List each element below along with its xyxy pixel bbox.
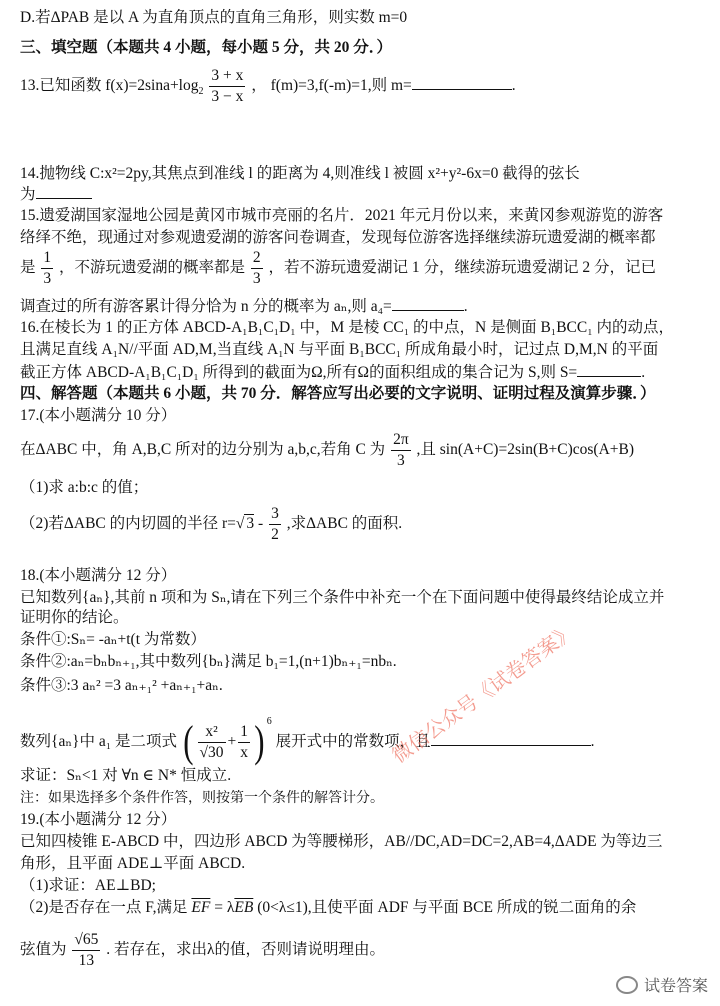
question-16-line1: 16.在棱长为 1 的正方体 ABCD-A₁B₁C₁D₁ 中，M 是棱 CC₁ 的中点，N 是侧面 B₁BCC₁ 内的动点， bbox=[20, 319, 674, 336]
question-19-part3 bbox=[20, 930, 385, 971]
question-18-condition3: 条件③:3 aₙ² =3 aₙ₊₁² +aₙ₊₁+aₙ. bbox=[20, 677, 223, 694]
section-4-title: 四、解答题（本题共 6 小题，共 70 分．解答应写出必要的文字说明、证明过程及演算步骤．） bbox=[20, 385, 656, 402]
question-16-line2: 且满足直线 A₁N//平面 AD,M,当直线 A₁N 与平面 B₁BCC₁ 所成角最小时，记过点 D,M,N 的平面 bbox=[20, 341, 659, 358]
q15-fraction-1 bbox=[41, 248, 53, 289]
q17-numerator: 2π bbox=[391, 430, 411, 451]
q17-part2-text-b: ,求ΔABC 的面积. bbox=[286, 515, 403, 533]
q13-answer-blank[interactable] bbox=[412, 75, 512, 90]
q13-suffix: ， f(m)=3,f(-m)=1,则 m= bbox=[251, 77, 412, 95]
q17-part2-fraction bbox=[269, 504, 281, 545]
q17-part2-numerator: 3 bbox=[269, 504, 281, 525]
question-15-line3 bbox=[20, 248, 656, 289]
question-15-line1: 15.遗爱湖国家湿地公园是黄冈市城市亮丽的名片．2021 年元月份以来，来黄冈参观游览的游客 bbox=[20, 207, 664, 224]
q17-text-a: 在ΔABC 中，角 A,B,C 所对的边分别为 a,b,c,若角 C 为 bbox=[20, 441, 386, 459]
question-15-line4: 调查过的所有游客累计得分恰为 n 分的概率为 aₙ,则 a₄= . bbox=[20, 298, 468, 315]
question-13: 13.已知函数 $f(x)=2\sin a+\log_2$ $\frac{3 + x}{3 - x}$ ， f(m)=3,f(-m)=1,则 m= . bbox=[20, 67, 516, 105]
question-14-line2 bbox=[20, 184, 92, 205]
logo-text: 试卷答案 bbox=[643, 976, 708, 995]
q18-binomial-fraction2 bbox=[238, 722, 250, 763]
q18-seq-text-a: 数列{aₙ}中 a₁ 是二项式 bbox=[20, 733, 177, 750]
question-19-line1: 已知四棱锥 E-ABCD 中，四边形 ABCD 为等腰梯形，AB//DC,AD=DC=2,AB=4,ΔADE 为等边三 bbox=[20, 833, 663, 850]
q15-line4-text: 调查过的所有游客累计得分恰为 n 分的概率为 aₙ,则 a₄= bbox=[20, 298, 392, 315]
question-17-part2: （2)若ΔABC 的内切圆的半径 r=√ 3 - $\frac{3}{2}$ ,求ΔABC 的面积. bbox=[20, 505, 403, 543]
question-18-condition1: 条件①:Sₙ= -aₙ+t(t 为常数） bbox=[20, 631, 206, 648]
wechat-icon bbox=[616, 976, 638, 994]
q17-part2-text-a: （2)若ΔABC 的内切圆的半径 r= bbox=[20, 515, 236, 533]
question-19-part2 bbox=[20, 898, 636, 918]
q19-part2-text-a: （2)是否存在一点 F,满足 bbox=[20, 899, 192, 916]
question-17-head: 17.(本小题满分 10 分） bbox=[20, 407, 177, 424]
q18-binomial-fraction1 bbox=[198, 722, 226, 763]
question-15-line2: 络绎不绝，现通过对参观遗爱湖的游客问卷调查，发现每位游客选择继续游玩遗爱湖的概率都 bbox=[20, 229, 656, 246]
q18-binomial-num1: x² bbox=[198, 722, 226, 743]
q19-part2-text-b: (0<λ≤1),且使平面 ADF 与平面 BCE 所成的锐二面角的余 bbox=[253, 899, 637, 916]
q15-answer-blank[interactable] bbox=[392, 296, 464, 311]
q18-binomial-num2: 1 bbox=[238, 722, 250, 743]
q19-fraction bbox=[72, 930, 100, 971]
question-19-part1: （1)求证：AE⊥BD; bbox=[20, 877, 156, 894]
q15-f1-numerator: 1 bbox=[41, 248, 53, 269]
question-16-line3: 截正方体 ABCD-A₁B₁C₁D₁ 所得到的截面为Ω,所有Ω的面积组成的集合记为 S,则 S= . bbox=[20, 364, 646, 381]
q19-part3-text-b: . 若存在，求出λ的值，否则请说明理由。 bbox=[106, 941, 386, 959]
q15-f2-denominator: 3 bbox=[252, 270, 261, 287]
watermark: 微信公众号《试卷答案》 bbox=[387, 618, 580, 768]
q17-text-b: ,且 sin(A+C)=2sin(B+C)cos(A+B) bbox=[416, 441, 635, 459]
q14-answer-blank[interactable] bbox=[36, 184, 92, 199]
question-18-note: 注：如果选择多个条件作答，则按第一个条件的解答计分。 bbox=[20, 790, 384, 806]
q17-denominator: 3 bbox=[396, 452, 405, 469]
question-17-body bbox=[20, 430, 634, 471]
q13-numerator: 3 + x bbox=[209, 66, 245, 87]
q15-text-a: 是 bbox=[20, 259, 36, 277]
right-paren: ) bbox=[254, 717, 265, 767]
question-18-condition2: 条件②:aₙ=bₙbₙ₊₁,其中数列{bₙ}满足 b₁=1,(n+1)bₙ₊₁=nbₙ. bbox=[20, 653, 397, 670]
q15-text-b: ，不游玩遗爱湖的概率都是 bbox=[59, 259, 246, 277]
q13-log-base: 2 bbox=[198, 86, 204, 98]
q17-fraction bbox=[391, 430, 411, 471]
q15-f2-numerator: 2 bbox=[251, 248, 263, 269]
option-d: D.若ΔPAB 是以 A 为直角顶点的直角三角形，则实数 m=0 bbox=[20, 9, 408, 26]
q16-answer-blank[interactable] bbox=[577, 362, 641, 377]
q16-line3-text: 截正方体 ABCD-A₁B₁C₁D₁ 所得到的截面为Ω,所有Ω的面积组成的集合记为 S,则 S= bbox=[20, 364, 578, 381]
section-3-title: 三、填空题（本题共 4 小题，每小题 5 分，共 20 分．） bbox=[20, 39, 393, 56]
q19-part3-text-a: 弦值为 bbox=[20, 941, 67, 959]
q19-vector-ef: $\overline{EF}$ bbox=[191, 899, 211, 916]
left-paren: ( bbox=[183, 717, 194, 767]
q17-part2-denominator: 2 bbox=[271, 526, 279, 543]
question-18-sequence: 数列{aₙ}中 a₁ 是二项式 ( $\frac{\text{x²}}{√30}$ + $\frac{1}{x}$ ) $^6$ 展开式中的常数项，且 . bbox=[20, 716, 595, 767]
q19-denominator: 13 bbox=[78, 952, 95, 969]
q19-numerator: √65 bbox=[72, 930, 100, 951]
question-18-proof: 求证：Sₙ<1 对 ∀n ∈ N* 恒成立. bbox=[20, 767, 232, 784]
q13-denominator: 3 − x bbox=[211, 88, 244, 105]
q18-seq-text-b: 展开式中的常数项，且 bbox=[275, 733, 431, 750]
q19-equals-lambda: = λ bbox=[210, 899, 235, 916]
q18-exponent: 6 bbox=[266, 716, 272, 727]
brand-logo bbox=[616, 973, 708, 996]
question-19-head: 19.(本小题满分 12 分） bbox=[20, 811, 177, 828]
q13-fraction bbox=[209, 66, 245, 107]
q18-binomial-den2: x bbox=[240, 743, 249, 761]
q14-prefix: 为 bbox=[20, 186, 36, 203]
q18-plus: + bbox=[227, 733, 237, 750]
q18-answer-blank[interactable] bbox=[431, 731, 591, 746]
question-14-line1: 14.抛物线 C:x²=2py,其焦点到准线 l 的距离为 4,则准线 l 被圆 x²+y²-6x=0 截得的弦长 bbox=[20, 165, 580, 182]
q15-fraction-2 bbox=[251, 248, 263, 289]
q15-f1-denominator: 3 bbox=[43, 270, 52, 287]
q19-vector-eb: $\overline{EB}$ bbox=[234, 899, 254, 916]
question-18-line1: 已知数列{aₙ},其前 n 项和为 Sₙ,请在下列三个条件中补充一个在下面问题中使得最终结论成立并 bbox=[20, 589, 665, 606]
q18-binomial-den1: √30 bbox=[199, 743, 224, 761]
question-18-line2: 证明你的结论。 bbox=[20, 609, 129, 626]
q17-sqrt-value: 3 bbox=[246, 515, 255, 533]
question-18-head: 18.(本小题满分 12 分） bbox=[20, 567, 177, 584]
q15-text-c: ，若不游玩遗爱湖记 1 分，继续游玩遗爱湖记 2 分，记已 bbox=[268, 259, 657, 277]
q17-minus: - bbox=[254, 515, 268, 533]
question-17-part1: （1)求 a:b:c 的值； bbox=[20, 479, 149, 496]
question-19-line2: 角形，且平面 ADE⊥平面 ABCD. bbox=[20, 855, 246, 872]
q13-prefix: 13.已知函数 f(x)=2sina+log bbox=[20, 77, 199, 95]
